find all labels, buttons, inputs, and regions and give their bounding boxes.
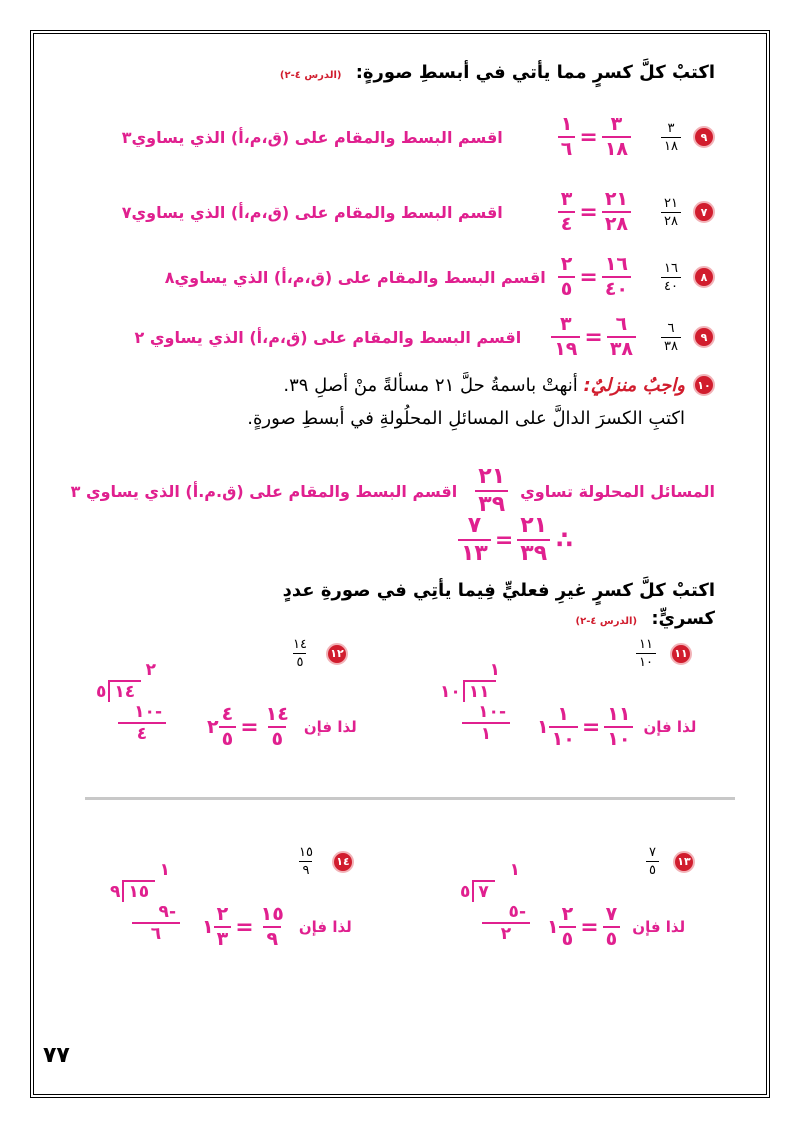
homework-answer-row [71, 466, 715, 516]
problem-number-badge: ٩ [693, 126, 715, 148]
equals-sign: = [579, 124, 598, 150]
section1-heading [280, 62, 715, 83]
mixed-number: ١ $\frac{٢}{٥}$ [545, 905, 576, 949]
answer-fraction: $\frac{٢}{٥}$ [558, 255, 576, 299]
section1-lesson-ref: (الدرس ٤-٢) [279, 70, 342, 81]
homework-text-2: اكتبِ الكسرَ الدالَّ على المسائلِ المحلُولةِ في أبسطِ صورةٍ. [247, 408, 685, 429]
homework-instruction: اقسم البسط والمقام على (ق.م.أ) الذي يساوي ٣ [70, 481, 458, 501]
mixed-number: ٢ $\frac{٤}{٥}$ [205, 705, 236, 749]
problem-12-header [290, 638, 348, 669]
original-fraction: $\frac{١٥}{٩}$ [260, 903, 284, 950]
equals-sign: = [584, 324, 603, 350]
equals-sign: = [580, 914, 599, 940]
answer-fraction: $\frac{٣}{٤}$ [558, 190, 576, 234]
thus-label: لذا فإن [298, 918, 352, 936]
homework-answer-text: المسائل المحلولة تساوي [520, 481, 715, 501]
long-division-12: ٢ ٥ ١٤ ١٠- ٤ [96, 660, 166, 744]
result-fraction: $\frac{٧}{١٣}$ [458, 515, 491, 565]
problem-number-badge: ١٣ [673, 851, 695, 873]
long-division-13: ١ ٥ ٧ ٥- ٢ [460, 860, 530, 944]
homework-text-1: أنهتْ باسمةُ حلَّ ٢١ مسألةً منْ أصلِ ٣٩. [283, 374, 578, 396]
section2-lesson-ref: (الدرس ٤-٢) [575, 616, 638, 627]
problem-12-answer [205, 705, 357, 749]
homework-label: واجبٌ منزليٌ: [583, 374, 685, 396]
original-fraction: $\frac{٢١}{٢٨}$ [602, 190, 631, 234]
question-fraction: $\frac{١٦}{٤٠}$ [661, 262, 681, 293]
problem-11-answer [535, 705, 696, 749]
problem-row-1 [122, 115, 715, 159]
question-fraction: $\frac{١٤}{٥}$ [293, 637, 307, 670]
equals-sign: = [579, 199, 598, 225]
therefore-symbol: ∴ [556, 526, 573, 554]
problem-row-3 [165, 255, 715, 299]
original-fraction: $\frac{٧}{٥}$ [603, 905, 621, 949]
problem-14-answer [200, 905, 352, 949]
original-fraction: $\frac{٢١}{٣٩}$ [517, 515, 550, 565]
long-division-11: ١ ١٠ ١١ ١٠- ١ [440, 660, 510, 744]
equals-sign: = [581, 714, 601, 740]
equals-sign: = [579, 264, 598, 290]
problem-number-badge: ١٢ [326, 643, 348, 665]
thus-label: لذا فإن [643, 718, 697, 736]
problem-number-badge: ٧ [693, 201, 715, 223]
problem-number-badge: ١١ [670, 643, 692, 665]
section-divider [85, 797, 735, 800]
question-fraction: $\frac{٢١}{٢٨}$ [661, 197, 681, 228]
problem-number-badge: ٩ [693, 326, 715, 348]
question-fraction: $\frac{١٥}{٩}$ [299, 845, 313, 878]
mixed-number: ١ $\frac{١}{١٠}$ [535, 705, 578, 749]
section2-heading-line1: اكتبْ كلَّ كسرٍ غيرِ فعليٍّ فِيما يأتِي في صورةِ عددٍ [282, 580, 715, 601]
section2-heading-line2 [576, 608, 716, 629]
page-number: ٧٧ [43, 1043, 70, 1068]
answer-fraction: $\frac{١}{٦}$ [558, 115, 576, 159]
original-fraction: $\frac{١٤}{٥}$ [265, 703, 289, 750]
problem-13-header [646, 846, 695, 877]
thus-label: لذا فإن [303, 718, 357, 736]
problem-11-header [636, 638, 692, 669]
problem-instruction: اقسم البسط والمقام على (ق،م،أ) الذي يساوي ٢ [134, 327, 522, 347]
answer-fraction: $\frac{٣}{١٩}$ [551, 315, 580, 359]
original-fraction: $\frac{٣}{١٨}$ [602, 115, 631, 159]
problem-number-badge: ١٠ [693, 374, 715, 396]
problem-row-4 [135, 315, 715, 359]
homework-fraction: $\frac{٢١}{٣٩}$ [475, 466, 508, 516]
question-fraction: $\frac{١١}{١٠}$ [636, 638, 656, 669]
section2-heading-text: كسريٍّ: [651, 608, 715, 629]
equals-sign: = [494, 527, 514, 553]
homework-line-1 [283, 374, 715, 396]
section1-heading-text: اكتبْ كلَّ كسرٍ مما يأتي في أبسطِ صورةٍ: [355, 62, 715, 83]
problem-number-badge: ٨ [693, 266, 715, 288]
mixed-number: ١ $\frac{٢}{٣}$ [200, 905, 231, 949]
homework-result-row [458, 515, 573, 565]
long-division-14: ١ ٩ ١٥ ٩- ٦ [110, 860, 180, 944]
question-fraction: $\frac{٧}{٥}$ [646, 846, 659, 877]
question-fraction: $\frac{٦}{٣٨}$ [661, 322, 681, 353]
original-fraction: $\frac{١١}{١٠}$ [604, 705, 633, 749]
original-fraction: $\frac{٦}{٣٨}$ [607, 315, 636, 359]
problem-instruction: اقسم البسط والمقام على (ق،م،أ) الذي يساوي٧ [121, 202, 503, 222]
original-fraction: $\frac{١٦}{٤٠}$ [602, 255, 631, 299]
problem-instruction: اقسم البسط والمقام على (ق،م،أ) الذي يساوي٣ [121, 127, 503, 147]
thus-label: لذا فإن [632, 918, 686, 936]
equals-sign: = [240, 714, 259, 740]
problem-row-2 [122, 190, 715, 234]
problem-instruction: اقسم البسط والمقام على (ق،م،أ) الذي يساوي٨ [164, 267, 546, 287]
equals-sign: = [235, 914, 254, 940]
question-fraction: $\frac{٣}{١٨}$ [661, 122, 681, 153]
problem-number-badge: ١٤ [332, 851, 354, 873]
problem-14-header [296, 846, 354, 877]
problem-13-answer [545, 905, 685, 949]
